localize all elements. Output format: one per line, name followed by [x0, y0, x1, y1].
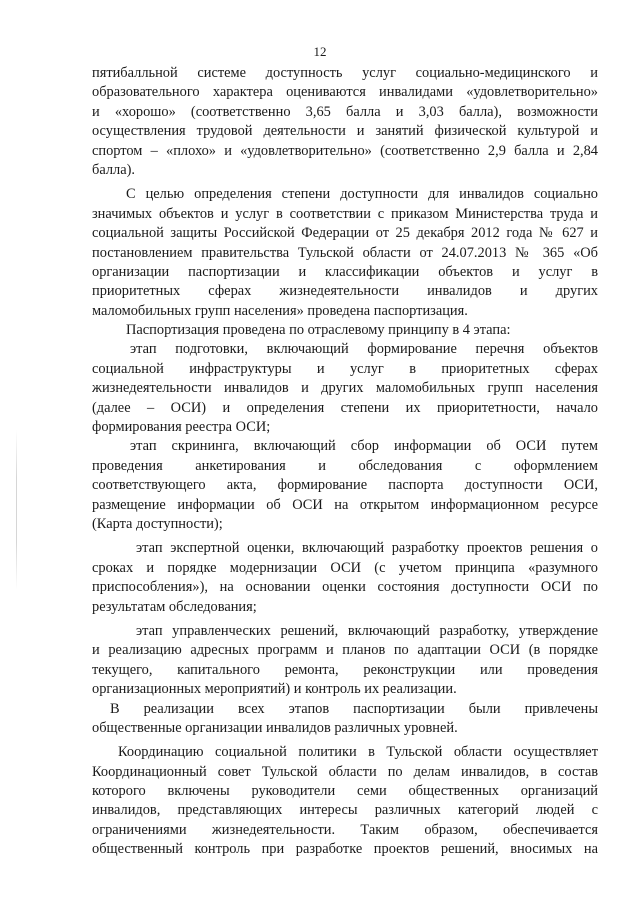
text-line: Паспортизация проведена по отраслевому принципу в 4 этапа:	[126, 322, 511, 339]
text-line: жизнедеятельности инвалидов и других маломобильных групп населения	[92, 380, 598, 397]
text-line: этап скрининга, включающий сбор информации об ОСИ путем	[130, 438, 598, 455]
text-line: осуществления трудовой деятельности и занятий физической культурой и	[92, 123, 598, 140]
text-line: С целью определения степени доступности для инвалидов социально	[126, 186, 598, 203]
text-line: этап управленческих решений, включающий разработку, утверждение	[136, 622, 598, 639]
text-line: спортом – «плохо» и «удовлетворительно» (соответственно 2,9 балла и 2,84	[92, 142, 598, 159]
text-line: и «хорошо» (соответственно 3,65 балла и 3,03 балла), возможности	[92, 103, 598, 120]
text-line: В реализации всех этапов паспортизации были привлечены	[110, 700, 598, 717]
text-line: организации паспортизации и классификации объектов и услуг в	[92, 263, 598, 280]
text-line: этап экспертной оценки, включающий разработку проектов решения о	[136, 540, 598, 557]
text-line: общественные организации инвалидов различных уровней.	[92, 719, 458, 736]
text-line: маломобильных групп населения» проведена паспортизация.	[92, 302, 468, 319]
text-line: результатам обследования;	[92, 598, 257, 615]
scan-artifact-line	[16, 430, 17, 590]
text-line: соответствующего акта, формирование паспорта доступности ОСИ,	[92, 477, 598, 494]
text-line: формирования реестра ОСИ;	[92, 419, 271, 436]
text-line: пятибалльной системе доступность услуг социально-медицинского и	[92, 65, 598, 81]
text-line: инвалидов, представляющих интересы различных категорий людей с	[92, 802, 598, 819]
text-line: балла).	[92, 161, 135, 178]
text-line: Координацию социальной политики в Тульской области осуществляет	[118, 744, 598, 761]
text-line: текущего, капитального ремонта, реконструкции или проведения	[92, 661, 598, 678]
text-line: приоритетных сферах жизнедеятельности инвалидов и других	[92, 283, 598, 300]
text-line: проведения анкетирования и обследования с оформлением	[92, 457, 598, 474]
text-line: размещение информации об ОСИ на открытом информационном ресурсе	[92, 496, 598, 513]
page-number: 12	[313, 44, 327, 59]
text-line: постановлением правительства Тульской области от 24.07.2013 № 365 «Об	[92, 244, 598, 261]
text-line: образовательного характера оцениваются инвалидами «удовлетворительно»	[92, 84, 598, 101]
text-line: организационных мероприятий) и контроль их реализации.	[92, 681, 457, 698]
text-line: приспособления»), на основании оценки состояния доступности ОСИ по	[92, 579, 598, 596]
text-line: Координационный совет Тульской области по делам инвалидов, в состав	[92, 763, 598, 780]
text-line: и реализацию адресных программ и планов по адаптации ОСИ (в порядке	[92, 642, 598, 659]
text-line: социальной защиты Российской Федерации от 25 декабря 2012 года № 627 и	[92, 225, 598, 242]
text-line: (Карта доступности);	[92, 515, 223, 532]
text-line: общественный контроль при разработке проектов решений, вносимых на	[92, 841, 598, 858]
text-line: этап подготовки, включающий формирование перечня объектов	[130, 341, 598, 358]
text-line: сроках и порядке модернизации ОСИ (с учетом принципа «разумного	[92, 559, 598, 576]
text-line: которого включены руководители семи общественных организаций	[92, 783, 598, 800]
text-line: значимых объектов и услуг в соответствии с приказом Министерства труда и	[92, 205, 598, 222]
body-text	[92, 64, 598, 860]
text-line: ограничениями жизнедеятельности. Таким образом, обеспечивается	[92, 821, 598, 838]
text-line: социальной инфраструктуры и услуг в приоритетных сферах	[92, 360, 598, 377]
text-line: (далее – ОСИ) и определения степени их приоритетности, начало	[92, 399, 598, 416]
